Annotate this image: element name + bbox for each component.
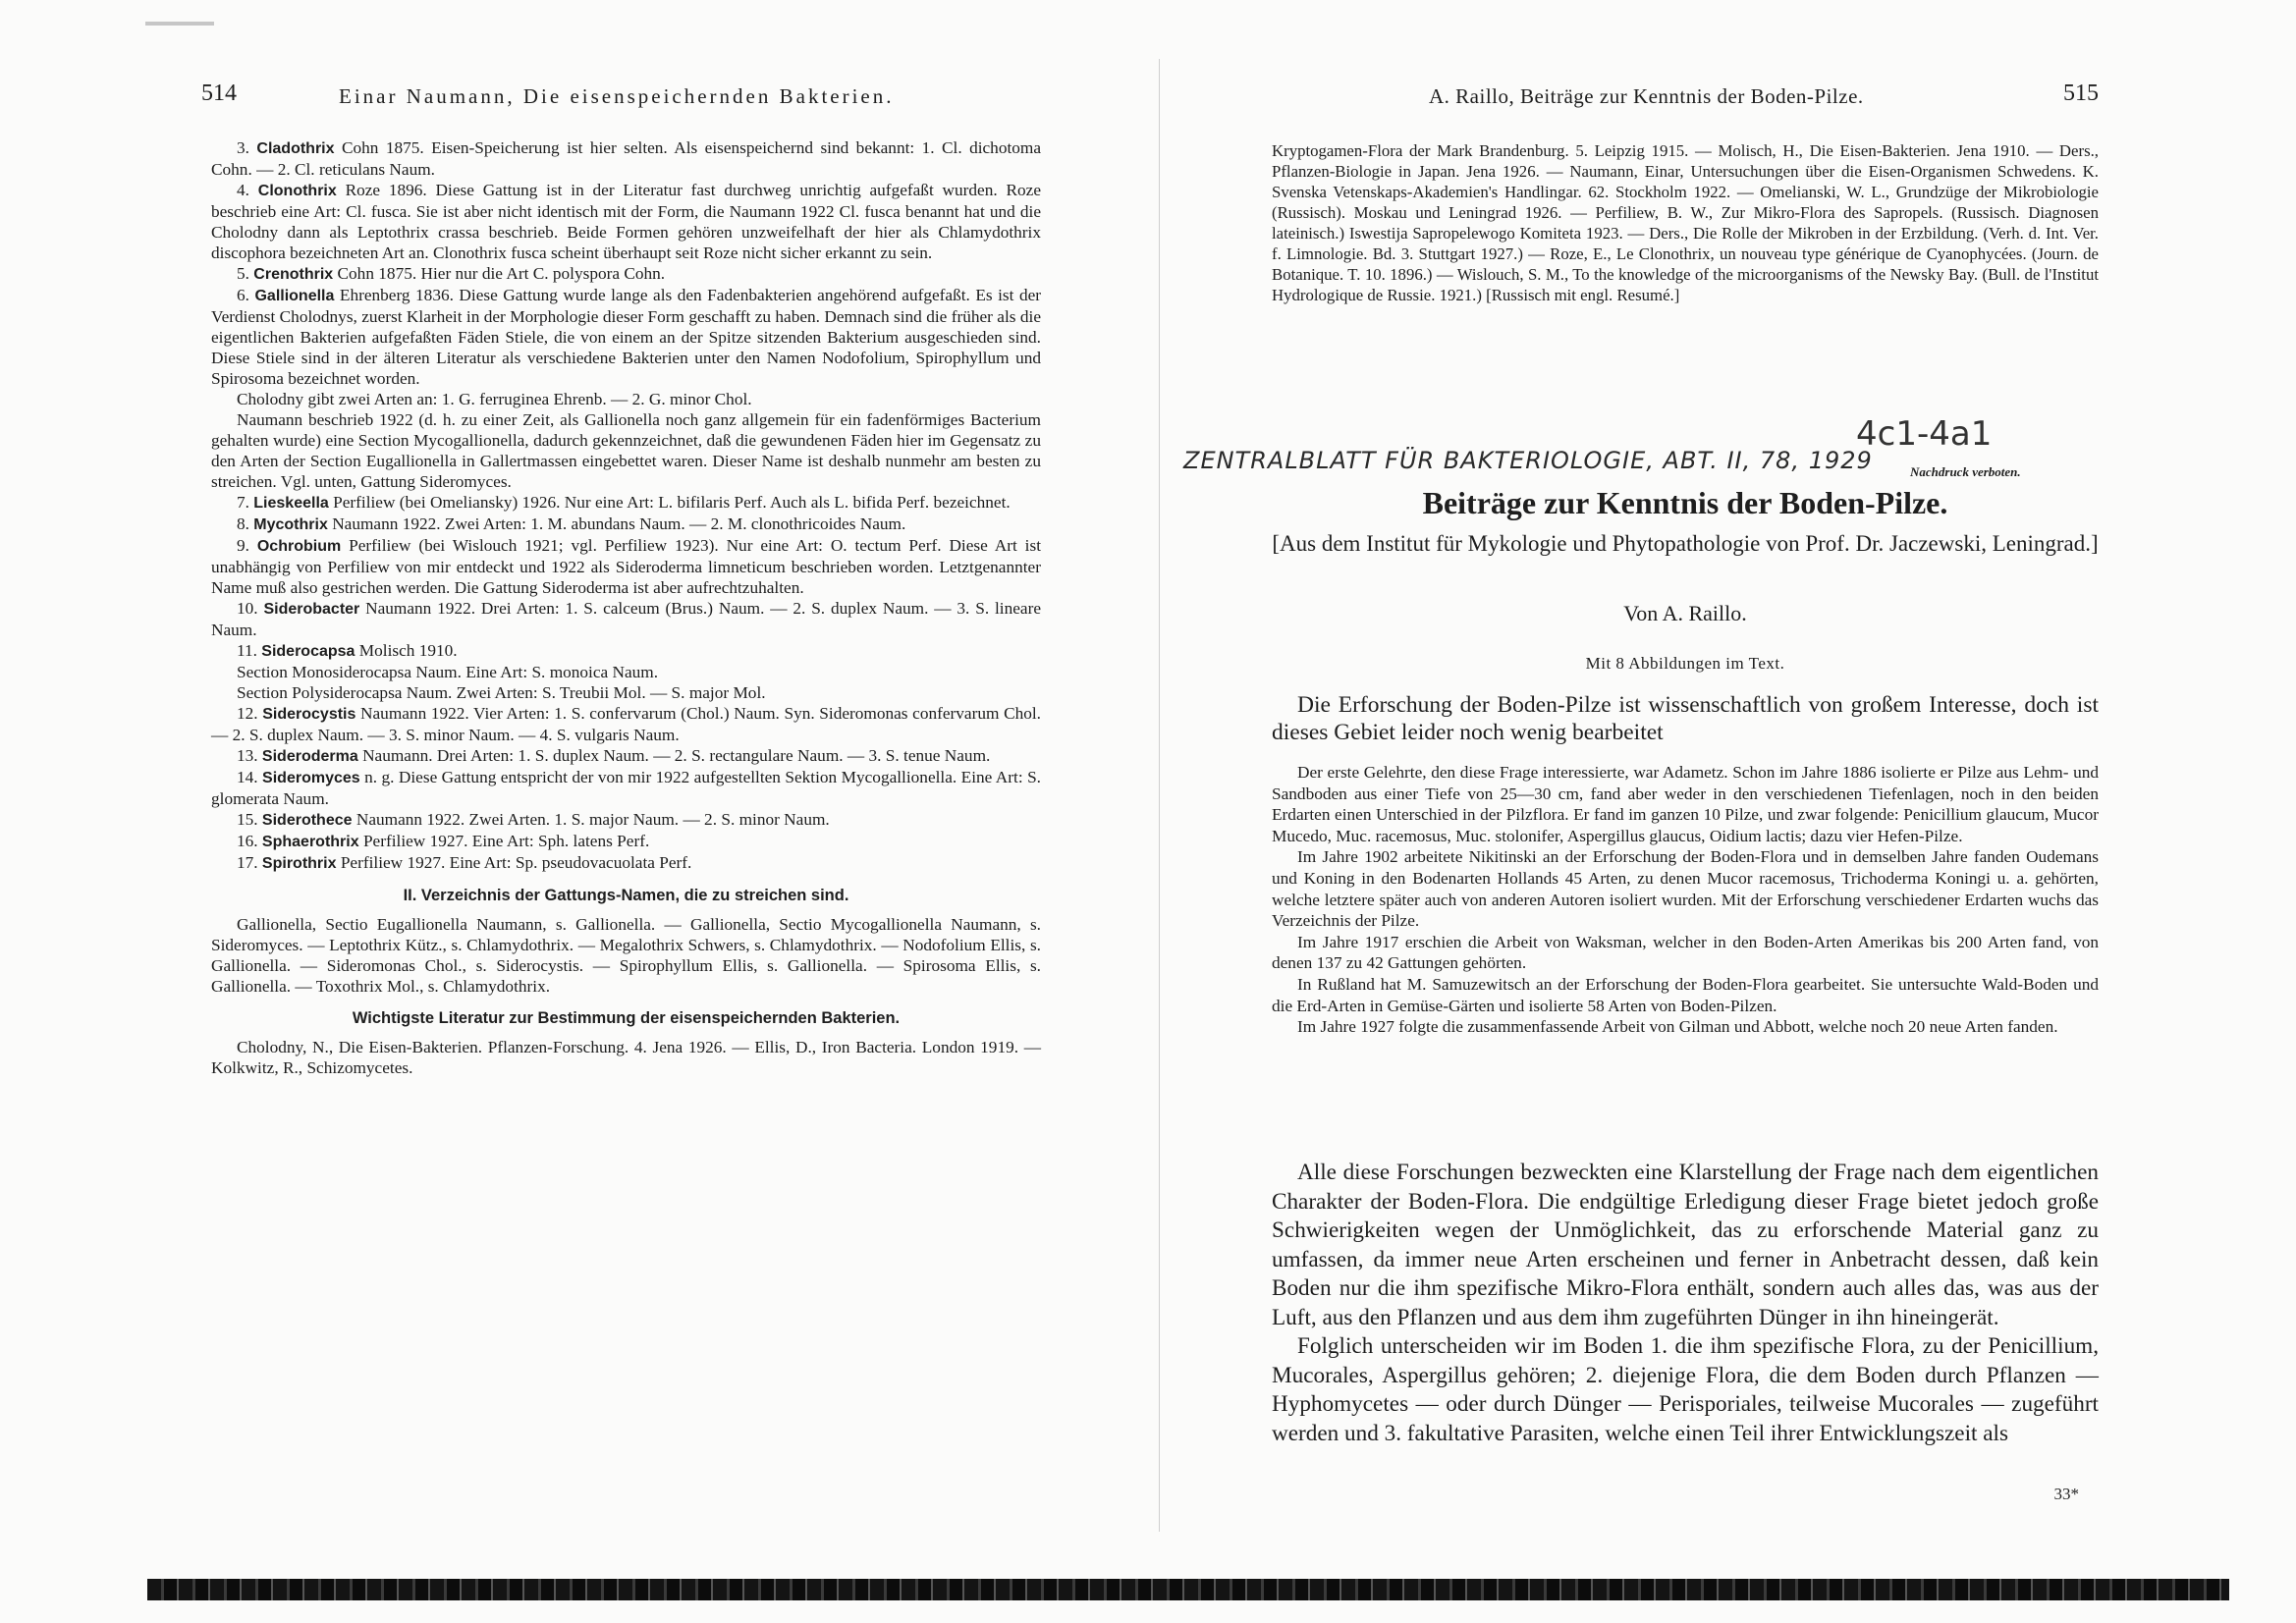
genus-entry [211, 285, 1041, 389]
entry-text: Perfiliew 1927. Eine Art: Sp. pseudovacuolata Perf. [340, 853, 692, 872]
institute-line: [Aus dem Institut für Mykologie und Phytopathologie von Prof. Dr. Jaczewski, Leningrad.] [1272, 531, 2099, 556]
genus-list [211, 137, 1041, 874]
entry-text: Naumann 1922. Drei Arten: 1. S. calceum (Brus.) Naum. — 2. S. duplex Naum. — 3. S. lineare Naum. [211, 599, 1041, 639]
body-paragraph: Der erste Gelehrte, den diese Frage interessierte, war Adametz. Schon im Jahre 1886 isolierte er Pilze aus Lehm- und Sandboden aus einer Tiefe von 25—30 cm, fand aber weder in den verschiedenen Tiefenlagen, noch in den beiden Erdarten einen Unterschied in der Pilzflora. Er fand im ganzen 10 Pilze, und zwar folgende: Penicillium glaucum, Mucor Mucedo, Muc. racemosus, Muc. stolonifer, Aspergillus glaucus, Oidium lactis; dazu vier Hefen-Pilze. [1272, 763, 2099, 845]
entry-number: 10. [237, 599, 264, 618]
signature-mark: 33* [2053, 1485, 2079, 1503]
section-heading: Wichtigste Literatur zur Bestimmung der eisenspeichernden Bakterien. [352, 1009, 901, 1027]
genus-entry [211, 745, 1041, 767]
genus-name: Gallionella [254, 288, 335, 304]
entry-number: 5. [237, 264, 254, 283]
entry-number: 8. [237, 514, 254, 533]
genus-name: Siderothece [261, 812, 353, 829]
literature-continued [1272, 140, 2099, 305]
body-paragraph: In Rußland hat M. Samuzewitsch an der Erforschung der Boden-Flora gearbeitet. Sie untersuchte Wald-Boden und die Erd-Arten in Gemüse-Gärten und isolierte 58 Arten von Boden-Pilzen. [1272, 974, 2099, 1015]
genus-entry [211, 852, 1041, 874]
entry-text: Section Monosiderocapsa Naum. Eine Art: S. monoica Naum. [237, 663, 659, 681]
entry-text: Cohn 1875. Hier nur die Art C. polyspora Cohn. [337, 264, 666, 283]
genus-entry [211, 137, 1041, 180]
body-paragraph: Alle diese Forschungen bezweckten eine Klarstellung der Frage nach dem eigentlichen Charakter der Boden-Flora. Die endgültige Erledigung dieser Frage bietet jedoch große Schwierigkeiten wegen der Unmöglichkeit, das zu erforschende Material ganz zu umfassen, da immer neue Arten erscheinen und ferner in Anbetracht dessen, daß kein Boden nur die ihm spezifische Mikro-Flora enthält, sondern auch alles das, was aus der Luft, aus den Pflanzen und aus dem ihm zugeführten Dünger in ihn hineingerät. [1272, 1160, 2099, 1330]
entry-number: 12. [237, 704, 263, 723]
genus-entry [211, 514, 1041, 535]
genus-entry [211, 598, 1041, 640]
genus-name: Ochrobium [256, 538, 342, 555]
body-small [1272, 762, 2099, 1038]
entry-text: Perfiliew (bei Omeliansky) 1926. Nur eine Art: L. bifilaris Perf. Auch als L. bifida Perf. bezeichnet. [333, 493, 1011, 512]
literature-text: Cholodny, N., Die Eisen-Bakterien. Pflanzen-Forschung. 4. Jena 1926. — Ellis, D., Iron Bacteria. London 1919. — Kolkwitz, R., Schizomycetes. [211, 1038, 1041, 1077]
entry-text: Naumann. Drei Arten: 1. S. duplex Naum. — 2. S. rectangulare Naum. — 3. S. tenue Naum. [362, 746, 991, 765]
entry-text: Section Polysiderocapsa Naum. Zwei Arten: S. Treubii Mol. — S. major Mol. [237, 683, 766, 702]
genus-name: Sideroderma [261, 748, 358, 765]
entry-text: Cohn 1875. Eisen-Speicherung ist hier selten. Als eisenspeichernd sind bekannt: 1. Cl. dichotoma Cohn. — 2. Cl. reticulans Naum. [211, 138, 1042, 179]
genus-entry [211, 535, 1041, 598]
entry-text: Cholodny gibt zwei Arten an: 1. G. ferruginea Ehrenb. — 2. G. minor Chol. [237, 390, 752, 408]
entry-number: 9. [237, 536, 257, 555]
intro-text: Die Erforschung der Boden-Pilze ist wissenschaftlich von großem Interesse, doch ist dieses Gebiet leider noch wenig bearbeitet [1272, 692, 2099, 745]
right-page [1183, 0, 2099, 1561]
running-head: A. Raillo, Beiträge zur Kenntnis der Boden-Pilze. [1429, 84, 1864, 108]
literature-text: Kryptogamen-Flora der Mark Brandenburg. 5. Leipzig 1915. — Molisch, H., Die Eisen-Bakterien. Jena 1910. — Ders., Pflanzen-Biologie in Japan. Jena 1926. — Naumann, Einar, Untersuchungen über die Eisen-Organismen Schwedens. K. Svenska Vetenskaps-Akademien's Handlingar. 62. Stockholm 1922. — Omelianski, W. L., Grundzüge der Mikrobiologie (Russisch). Moskau und Leningrad 1926. — Perfiliew, B. W., Zur Mikro-Flora des Sapropels. (Russisch. Diagnosen lateinisch.) Iswestija Sapropelewogo Komiteta 1923. — Ders., Die Rolle der Mikroben in der Erzbildung. (Verh. d. Int. Ver. f. Limnologie. Bd. 3. Stuttgart 1927.) — Roze, E., Le Clonothrix, un nouveau type générique de Cyanophycées. (Journ. de Botanique. T. 10. 1896.) — Wislouch, S. M., To the knowledge of the microorganisms of the Newsky Bay. (Bull. de l'Institut Hydrologique de Russie. 1921.) [Russisch mit engl. Resumé.] [1272, 141, 2099, 304]
entry-number: 13. [237, 746, 262, 765]
entry-text: Molisch 1910. [358, 641, 458, 660]
page-gutter [1159, 59, 1160, 1532]
genus-entry [211, 409, 1041, 492]
body-large [1272, 1159, 2099, 1448]
handwritten-journal-note: ZENTRALBLATT FÜR BAKTERIOLOGIE, ABT. II, 78, 1929 [1183, 447, 1873, 474]
genus-entry [211, 640, 1041, 662]
genus-name: Cladothrix [256, 140, 335, 157]
genus-entry [211, 662, 1041, 682]
genus-name: Siderocapsa [261, 643, 355, 660]
genus-name: Siderocystis [262, 706, 356, 723]
section-heading: II. Verzeichnis der Gattungs-Namen, die zu streichen sind. [403, 887, 849, 904]
genus-entry [211, 809, 1041, 831]
genus-name: Sphaerothrix [261, 834, 359, 850]
entry-number: 4. [237, 181, 258, 199]
entry-text: Naumann 1922. Zwei Arten. 1. S. major Naum. — 2. S. minor Naum. [355, 810, 830, 829]
reprint-notice: Nachdruck verboten. [1910, 464, 2021, 479]
genus-name: Lieskeella [253, 495, 329, 512]
figure-count: Mit 8 Abbildungen im Text. [1585, 654, 1785, 673]
page-number: 514 [201, 81, 237, 106]
entry-number: 6. [237, 286, 255, 304]
archive-stamp: 4c1-4a1 [1856, 414, 1993, 454]
genus-name: Crenothrix [253, 266, 334, 283]
entry-number: 14. [237, 768, 263, 786]
genus-entry [211, 703, 1041, 745]
article-title: Beiträge zur Kenntnis der Boden-Pilze. [1422, 485, 1948, 520]
body-paragraph: Im Jahre 1902 arbeitete Nikitinski an der Erforschung der Boden-Flora und in demselben Jahre fanden Oudemans und Koning in den Bodenarten Hollands 45 Arten, zu denen Mucor racemosus, Trichoderma Koningi u. a. gehörten, welche letztere später auch von anderen Autoren isoliert wurden. Mit der Erforschung verschiedener Erdarten wuchs das Verzeichnis der Pilze. [1272, 847, 2099, 931]
intro-paragraph [1272, 691, 2099, 746]
body-paragraph: Folglich unterscheiden wir im Boden 1. die ihm spezifische Flora, zu der Penicillium, Mucorales, Aspergillus gehören; 2. diejenige Flora, die dem Boden durch Pflanzen — Hyphomycetes — oder durch Dünger — Perisporiales, teilweise Mucorales — zugeführt werden und 3. fakultative Parasiten, welche einen Teil ihrer Entwicklungszeit als [1272, 1333, 2099, 1446]
genus-name: Spirothrix [261, 855, 337, 872]
genus-entry [211, 767, 1041, 809]
left-page [201, 0, 1041, 1561]
genus-entry [211, 682, 1041, 703]
left-column [211, 137, 1041, 1078]
body-paragraph: Im Jahre 1927 folgte die zusammenfassende Arbeit von Gilman und Abbott, welche noch 20 neue Arten fanden. [1297, 1017, 2058, 1037]
entry-text: Perfiliew (bei Wislouch 1921; vgl. Perfiliew 1923). Nur eine Art: O. tectum Perf. Diese Art ist unabhängig von Perfiliew von mir entdeckt und 1922 als Sideroderma limneticum beschrieben worden. Letztgenannter Name muß also gestrichen werden. Die Gattung Sideroderma ist aber aufrechtzuhalten. [211, 536, 1041, 597]
entry-number: 15. [237, 810, 262, 829]
genus-name: Mycothrix [253, 516, 328, 533]
page-number: 515 [2063, 81, 2099, 106]
genus-entry [211, 831, 1041, 852]
author-line: Von A. Raillo. [1623, 601, 1747, 625]
genus-name: Clonothrix [257, 183, 337, 199]
entry-text: Naumann 1922. Zwei Arten: 1. M. abundans Naum. — 2. M. clonothricoides Naum. [332, 514, 906, 533]
genus-name: Sideromyces [262, 770, 360, 786]
running-head: Einar Naumann, Die eisenspeichernden Bakterien. [339, 84, 895, 108]
entry-text: Perfiliew 1927. Eine Art: Sph. latens Perf. [362, 832, 650, 850]
entry-number: 16. [237, 832, 262, 850]
genus-entry [211, 389, 1041, 409]
entry-text: n. g. Diese Gattung entspricht der von mir 1922 aufgestellten Sektion Mycogallionella. Eine Art: S. glomerata Naum. [211, 768, 1041, 808]
entry-number: 7. [237, 493, 254, 512]
genus-entry [211, 180, 1041, 263]
entry-number: 17. [237, 853, 262, 872]
entry-text: Naumann beschrieb 1922 (d. h. zu einer Zeit, als Gallionella noch ganz allgemein für ein fadenförmiges Bacterium gehalten wurde) eine Section Mycogallionella, dadurch gekennzeichnet, daß die gewundenen Fäden hier im Gegensatz zu den Arten der Section Eugallionella in Gallertmassen eingebettet waren. Dieser Name ist deshalb nunmehr am besten zu streichen. Vgl. unten, Gattung Sideromyces. [211, 410, 1041, 491]
scan-edge-bar [147, 1579, 2229, 1600]
entry-text: Roze 1896. Diese Gattung ist in der Literatur fast durchweg unrichtig aufgefaßt wurden. Roze beschrieb eine Art: Cl. fusca. Sie ist aber nicht identisch mit der Form, die Naumann 1922 Cl. fusca benannt hat und die Cholodny dann als Leptothrix crassa beschrieb. Beide Formen gehören unzweifelhaft der hier als Chlamydothrix discophora bezeichneten Art an. Clonothrix fusca scheint überhaupt seit Roze nicht sicher erkannt zu sein. [211, 181, 1041, 262]
section-text: Gallionella, Sectio Eugallionella Naumann, s. Gallionella. — Gallionella, Sectio Mycogallionella Naumann, s. Sideromyces. — Leptothrix Kütz., s. Chlamydothrix. — Megalothrix Schwers, s. Chlamydothrix. — Nodofolium Ellis, s. Gallionella. — Sideromonas Chol., s. Siderocystis. — Spirophyllum Ellis, s. Gallionella. — Spirosoma Ellis, s. Gallionella. — Toxothrix Mol., s. Chlamydothrix. [211, 915, 1041, 996]
entry-text: Ehrenberg 1836. Diese Gattung wurde lange als den Fadenbakterien angehörend aufgefaßt. Es ist der Verdienst Cholodnys, zuerst Klarheit in der Morphologie dieser Form geschafft zu haben. Demnach sind die früher als die eigentlichen Bakterien aufgefaßten Fäden Stiele, die von einem an der Spitze sitzenden Bakterium ausgeschieden sind. Diese Stiele sind in der älteren Literatur als verschiedene Bakterien unter den Namen Nodofolium, Spirophyllum und Spirosoma bezeichnet worden. [211, 286, 1042, 388]
genus-entry [211, 263, 1041, 285]
entry-text: Naumann 1922. Vier Arten: 1. S. confervarum (Chol.) Naum. Syn. Sideromonas confervarum Chol. — 2. S. duplex Naum. — 3. S. minor Naum. — 4. S. vulgaris Naum. [211, 704, 1041, 744]
genus-entry [211, 492, 1041, 514]
body-paragraph: Im Jahre 1917 erschien die Arbeit von Waksman, welcher in den Boden-Arten Amerikas bis 200 Arten fand, von denen 137 zu 42 Gattungen gehörten. [1272, 932, 2099, 973]
genus-name: Siderobacter [263, 601, 360, 618]
entry-number: 3. [237, 138, 257, 157]
entry-number: 11. [237, 641, 262, 660]
